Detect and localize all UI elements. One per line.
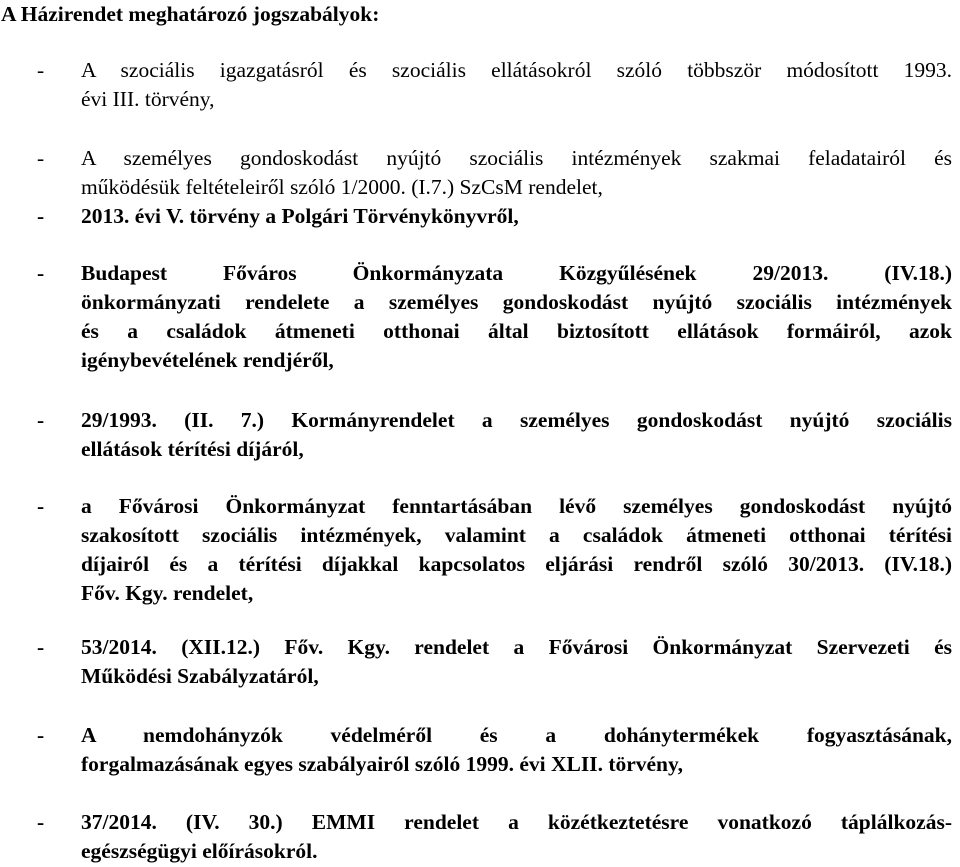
list-item-text <box>81 406 952 464</box>
list-item-line: működésük feltételeiről szóló 1/2000. (I.7.) SzCsM rendelet, <box>81 175 603 199</box>
list-item-line: 53/2014. (XII.12.) Főv. Kgy. rendelet a Fővárosi Önkormányzat Szervezeti és <box>81 635 952 659</box>
list-item-text <box>81 721 952 779</box>
list-item-line: ellátások térítési díjáról, <box>81 437 304 461</box>
list-dash: - <box>37 204 45 228</box>
list-dash: - <box>37 810 45 834</box>
list-item-line: díjairól és a térítési díjakkal kapcsolatos eljárási rendről szóló 30/2013. (IV.18.) <box>81 552 952 576</box>
list-item-line: Budapest Főváros Önkormányzata Közgyűlésének 29/2013. (IV.18.) <box>81 261 952 285</box>
list-item-text <box>81 202 952 231</box>
list-dash: - <box>37 58 45 82</box>
list-dash: - <box>37 261 45 285</box>
list-dash: - <box>37 494 45 518</box>
list-dash: - <box>37 146 45 170</box>
list-item-line: A személyes gondoskodást nyújtó szociális intézmények szakmai feladatairól és <box>81 146 952 170</box>
list-item-line: Főv. Kgy. rendelet, <box>81 581 254 605</box>
list-item-text <box>81 808 952 866</box>
list-item-text <box>81 492 952 608</box>
list-item-text <box>81 56 952 114</box>
list-item-line: 2013. évi V. törvény a Polgári Törvénykönyvről, <box>81 204 519 228</box>
list-item-text <box>81 633 952 691</box>
list-item-text <box>81 144 952 202</box>
list-item-line: 29/1993. (II. 7.) Kormányrendelet a személyes gondoskodást nyújtó szociális <box>81 408 952 432</box>
list-item-text <box>81 259 952 375</box>
list-item-line: igénybevételének rendjéről, <box>81 348 334 372</box>
list-item-line: önkormányzati rendelete a személyes gondoskodást nyújtó szociális intézmények <box>81 290 952 314</box>
list-item-line: A nemdohányzók védelméről és a dohánytermékek fogyasztásának, <box>81 723 952 747</box>
list-item-line: szakosított szociális intézmények, valamint a családok átmeneti otthonai térítési <box>81 523 952 547</box>
list-item-line: és a családok átmeneti otthonai által biztosított ellátások formáiról, azok <box>81 319 952 343</box>
document-heading: A Házirendet meghatározó jogszabályok: <box>1 2 380 26</box>
list-item-line: A szociális igazgatásról és szociális ellátásokról szóló többször módosított 1993. <box>81 58 952 82</box>
list-item-line: évi III. törvény, <box>81 87 215 111</box>
list-item-line: Működési Szabályzatáról, <box>81 664 319 688</box>
list-dash: - <box>37 408 45 432</box>
list-item-line: forgalmazásának egyes szabályairól szóló 1999. évi XLII. törvény, <box>81 752 683 776</box>
list-item-line: 37/2014. (IV. 30.) EMMI rendelet a közétkeztetésre vonatkozó táplálkozás- <box>81 810 952 834</box>
list-dash: - <box>37 723 45 747</box>
list-dash: - <box>37 635 45 659</box>
list-item-line: a Fővárosi Önkormányzat fenntartásában lévő személyes gondoskodást nyújtó <box>81 494 952 518</box>
list-item-line: egészségügyi előírásokról. <box>81 839 318 863</box>
